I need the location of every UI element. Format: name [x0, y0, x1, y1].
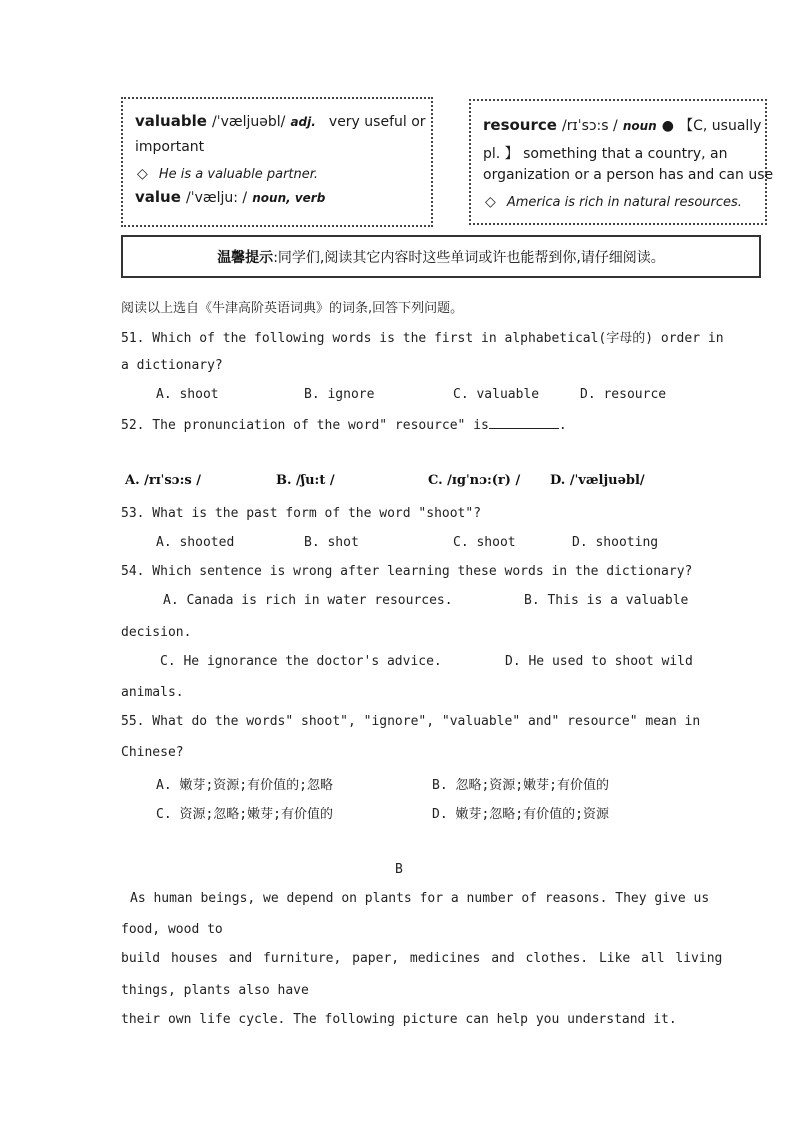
q51-option-b: B. ignore: [304, 387, 375, 402]
definition-resource-b: pl. 】 something that a country, an: [483, 146, 728, 162]
q53-option-c: C. shoot: [453, 535, 516, 550]
q52-question: 52. The pronunciation of the word" resource" is: [121, 418, 489, 433]
q54-text: 54. Which sentence is wrong after learning these words in the dictionary?: [121, 564, 693, 579]
example-valuable: He is a valuable partner.: [158, 167, 319, 182]
diamond-bullet-icon: ◇: [137, 166, 148, 182]
tip-box: [121, 235, 761, 278]
passage-line-3: build houses and furniture, paper, medicines and clothes. Like all living: [121, 951, 723, 966]
q55-option-a: A. 嫩芽;资源;有价值的;忽略: [156, 778, 333, 793]
diamond-bullet-icon: ◇: [485, 194, 496, 210]
tip-text: :同学们,阅读其它内容时这些单词或许也能帮到你,请仔细阅读。: [273, 249, 665, 266]
bullet-dot-icon: ●: [661, 118, 675, 134]
q55-text-line2: Chinese?: [121, 745, 184, 760]
q51-option-c: C. valuable: [453, 387, 540, 402]
q51-text-line2: a dictionary?: [121, 358, 223, 373]
passage-line-1: As human beings, we depend on plants for a number of reasons. They give us: [130, 891, 710, 906]
q54-option-b: B. This is a valuable: [524, 593, 689, 608]
q52-period: .: [558, 418, 567, 433]
q51-text-line1: 51. Which of the following words is the first in alphabetical(字母的) order in: [121, 331, 724, 346]
pos-valuable: adj.: [290, 115, 316, 129]
q54-option-a: A. Canada is rich in water resources.: [163, 593, 453, 608]
q52-option-b: B. /ʃu:t /: [276, 473, 335, 488]
q51-option-a: A. shoot: [156, 387, 219, 402]
q55-option-b: B. 忽略;资源;嫩芽;有价值的: [432, 778, 609, 793]
dictionary-entry-valuable: [121, 97, 433, 227]
q54-option-d-cont: animals.: [121, 685, 184, 700]
q51-option-d: D. resource: [580, 387, 667, 402]
q53-option-d: D. shooting: [572, 535, 659, 550]
definition-resource-c: organization or a person has and can use: [483, 167, 774, 183]
headword-value: value: [135, 188, 181, 206]
phonetic-value: /ˈvælju: /: [186, 190, 248, 206]
q52-option-c: C. /ɪgˈnɔ:(r) /: [428, 473, 521, 488]
q53-option-a: A. shooted: [156, 535, 235, 550]
q52-options: [122, 473, 645, 493]
definition-valuable-b: important: [135, 139, 205, 155]
q54-option-c: C. He ignorance the doctor's advice.: [160, 654, 442, 669]
q54-option-d: D. He used to shoot wild: [505, 654, 693, 669]
passage-line-2: food, wood to: [121, 922, 223, 937]
tip-label: 温馨提示: [217, 249, 274, 266]
pos-value: noun, verb: [252, 191, 326, 205]
passage-line-5: their own life cycle. The following picture can help you understand it.: [121, 1012, 677, 1027]
definition-resource-a: 【C, usually: [679, 118, 762, 134]
phonetic-valuable: /ˈvæljuəbl/: [212, 114, 286, 130]
headword-valuable: valuable: [135, 112, 207, 130]
dictionary-entry-resource: [469, 99, 774, 225]
q52-option-d: D. /ˈvæljuəbl/: [550, 473, 645, 488]
answer-blank: [489, 416, 559, 429]
q55-option-c: C. 资源;忽略;嫩芽;有价值的: [156, 807, 333, 822]
definition-valuable-a: very useful or: [328, 114, 426, 130]
example-resource: America is rich in natural resources.: [506, 195, 742, 210]
q54-option-b-cont: decision.: [121, 625, 192, 640]
headword-resource: resource: [483, 116, 557, 134]
q52-text: [121, 416, 567, 433]
phonetic-resource: /rɪˈsɔ:s /: [562, 118, 618, 134]
q53-option-b: B. shot: [304, 535, 359, 550]
q53-text: 53. What is the past form of the word "shoot"?: [121, 506, 482, 521]
q55-text-line1: 55. What do the words" shoot", "ignore", "valuable" and" resource" mean in: [121, 714, 701, 729]
q55-option-d: D. 嫩芽;忽略;有价值的;资源: [432, 807, 609, 822]
instruction: 阅读以上选自《牛津高阶英语词典》的词条,回答下列问题。: [121, 301, 464, 316]
pos-resource: noun: [622, 119, 657, 133]
section-heading: B: [395, 862, 403, 877]
q52-option-a: A. /rɪˈsɔ:s /: [125, 473, 201, 488]
passage-line-4: things, plants also have: [121, 983, 309, 998]
